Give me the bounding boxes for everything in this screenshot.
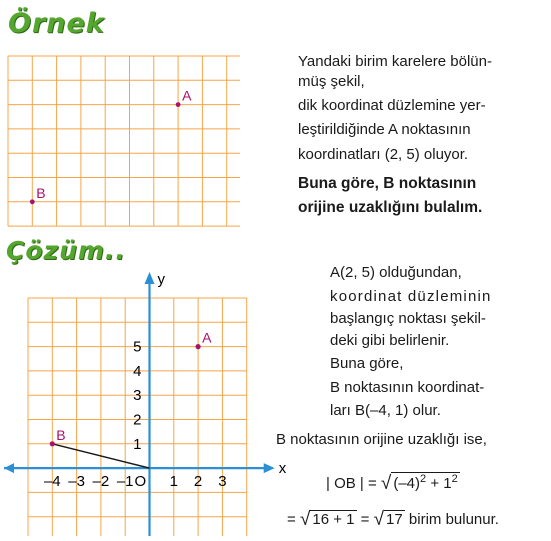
distance-result [287,508,499,530]
point-b [50,441,55,446]
point-label: B [56,426,66,443]
eq-exponent: 2 [451,473,458,485]
eq2-prefix: = [287,511,296,528]
x-axis-arrow-icon [264,463,275,473]
solution-coordinate-plane [0,268,290,536]
eq2-radicand: 16 + 1 [312,511,355,528]
point-label: B [36,184,46,201]
y-tick-label: 1 [133,435,142,453]
example-question-line: orijine uzaklığını bulalım. [298,199,483,216]
y-tick-label: 2 [133,411,142,429]
solution-line: koordinat düzleminin [330,288,492,305]
solution-line: Buna göre, [330,355,404,372]
y-tick-label: 4 [133,362,142,380]
point-label: A [182,87,192,104]
example-question-line: Buna göre, B noktasının [298,175,477,192]
x-tick-label: 1 [169,473,178,491]
eq2-suffix: birim bulunur. [408,511,499,528]
square-root-icon: √ 16 + 1 [299,509,355,530]
distance-equation [326,472,460,494]
y-axis-arrow-icon [145,272,155,284]
solution-line: ları B(–4, 1) olur. [330,402,441,419]
eq-exponent: 2 [420,473,427,485]
solution-title: Çözüm.. [6,236,126,265]
x-tick-label: 3 [218,473,227,491]
x-tick-label: –3 [68,473,85,491]
point-a [176,102,181,107]
example-title: Örnek [8,8,105,39]
x-tick-label: 2 [193,473,203,491]
x-axis-arrow-icon [4,463,14,473]
distance-intro: B noktasının orijine uzaklığı ise, [276,431,487,448]
solution-line: A(2, 5) olduğundan, [330,264,462,281]
point-a [196,344,201,349]
example-line: Yandaki birim karelere bölün- [298,53,492,70]
eq2-equals: = [360,511,370,528]
x-tick-label: –1 [116,473,134,491]
example-line: koordinatları (2, 5) oluyor. [298,146,469,163]
point-b [30,199,35,204]
eq-plus-term: + 1 [430,475,452,492]
origin-label: O [134,473,147,491]
y-tick-label: 5 [133,338,142,356]
solution-line: deki gibi belirlenir. [330,332,450,349]
square-root-icon: √ $(-4)^2 + 1^2$ [380,473,458,494]
point-label: A [202,329,212,346]
example-line: dik koordinat düzlemine yer- [298,97,486,114]
eq-radicand-base: (–4) [393,475,421,492]
example-line: leştirildiğinde A noktasının [298,121,471,138]
x-axis-label: x [278,460,287,478]
eq2-radicand: 17 [386,511,403,528]
square-root-icon: √ 17 [373,509,403,530]
solution-line: B noktasının koordinat- [330,379,485,396]
example-line: müş şekil, [298,73,365,90]
y-tick-label: 3 [133,387,142,405]
solution-line: başlangıç noktası şekil- [330,310,486,327]
y-axis-label: y [157,271,165,288]
x-tick-label: –4 [43,473,61,491]
x-tick-label: –2 [92,473,110,491]
eq-lhs: | OB | = [326,475,377,492]
example-grid [0,48,240,228]
